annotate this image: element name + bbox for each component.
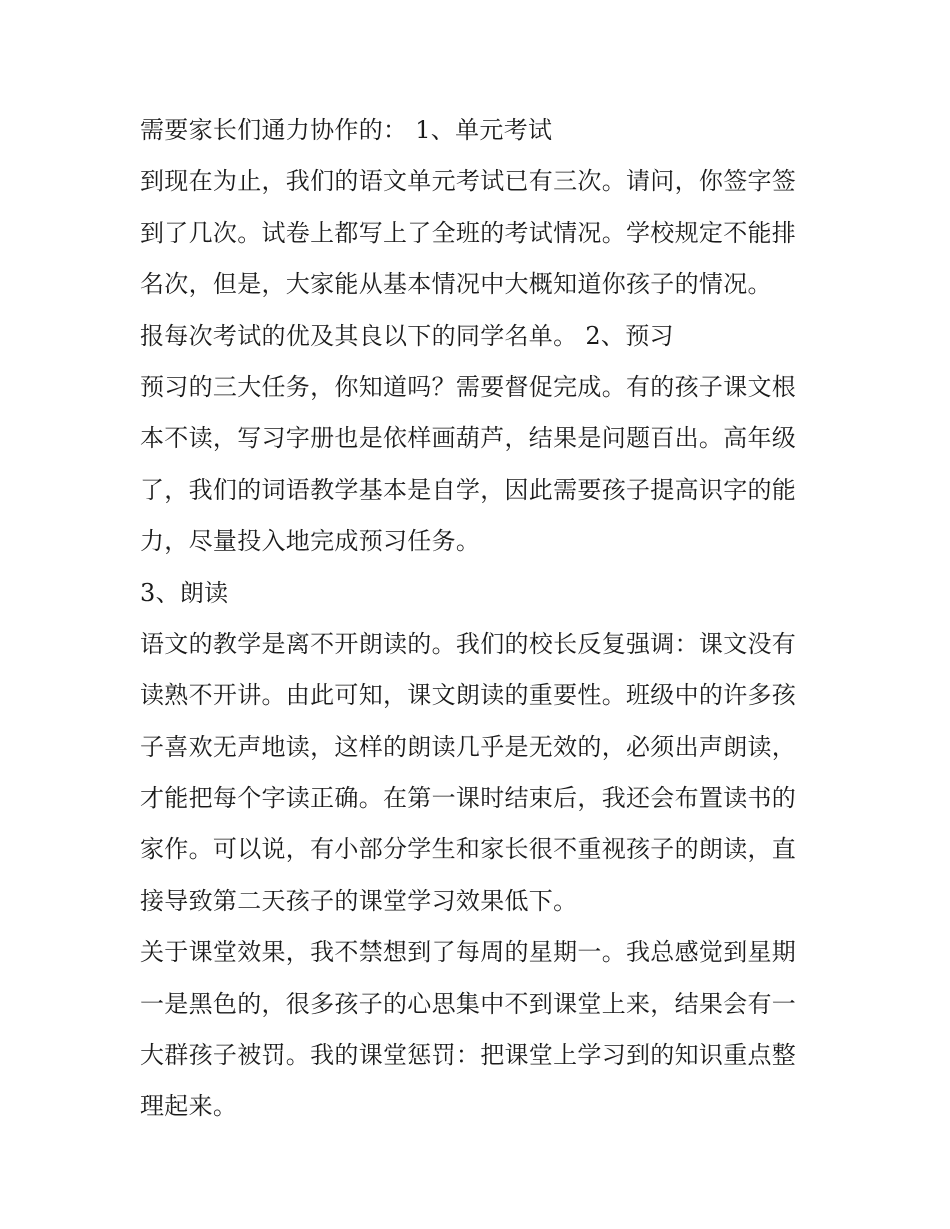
text-line: 大群孩子被罚。我的课堂惩罚：把课堂上学习到的知识重点整 bbox=[140, 1041, 797, 1070]
text-line: 预习的三大任务，你知道吗？需要督促完成。有的孩子课文根 bbox=[140, 372, 797, 401]
text-line: 力，尽量投入地完成预习任务。 bbox=[140, 527, 481, 556]
text-line: 报每次考试的优及其良以下的同学名单。 2、预习 bbox=[140, 321, 674, 350]
text-line: 家作。可以说，有小部分学生和家长很不重视孩子的朗读，直 bbox=[140, 835, 797, 864]
text-line: 一是黑色的，很多孩子的心思集中不到课堂上来，结果会有一 bbox=[140, 989, 797, 1018]
text-line: 本不读，写习字册也是依样画葫芦，结果是问题百出。高年级 bbox=[140, 424, 797, 453]
document-body bbox=[140, 112, 820, 1140]
text-line: 子喜欢无声地读，这样的朗读几乎是无效的，必须出声朗读， bbox=[140, 732, 797, 761]
text-line: 接导致第二天孩子的课堂学习效果低下。 bbox=[140, 886, 578, 915]
text-line: 了，我们的词语教学基本是自学，因此需要孩子提高识字的能 bbox=[140, 475, 797, 504]
text-line: 需要家长们通力协作的： 1、单元考试 bbox=[140, 116, 553, 144]
text-line: 读熟不开讲。由此可知，课文朗读的重要性。班级中的许多孩 bbox=[140, 681, 797, 710]
text-line: 到现在为止，我们的语文单元考试已有三次。请问，你签字签 bbox=[140, 167, 797, 196]
text-line: 才能把每个字读正确。在第一课时结束后，我还会布置读书的 bbox=[140, 784, 797, 813]
text-line: 名次，但是，大家能从基本情况中大概知道你孩子的情况。 bbox=[140, 270, 772, 299]
text-line: 关于课堂效果，我不禁想到了每周的星期一。我总感觉到星期 bbox=[140, 938, 797, 967]
section-heading: 3、朗读 bbox=[140, 578, 229, 607]
text-line: 语文的教学是离不开朗读的。我们的校长反复强调：课文没有 bbox=[140, 629, 797, 658]
text-line: 理起来。 bbox=[140, 1092, 238, 1121]
text-line: 到了几次。试卷上都写上了全班的考试情况。学校规定不能排 bbox=[140, 218, 797, 247]
